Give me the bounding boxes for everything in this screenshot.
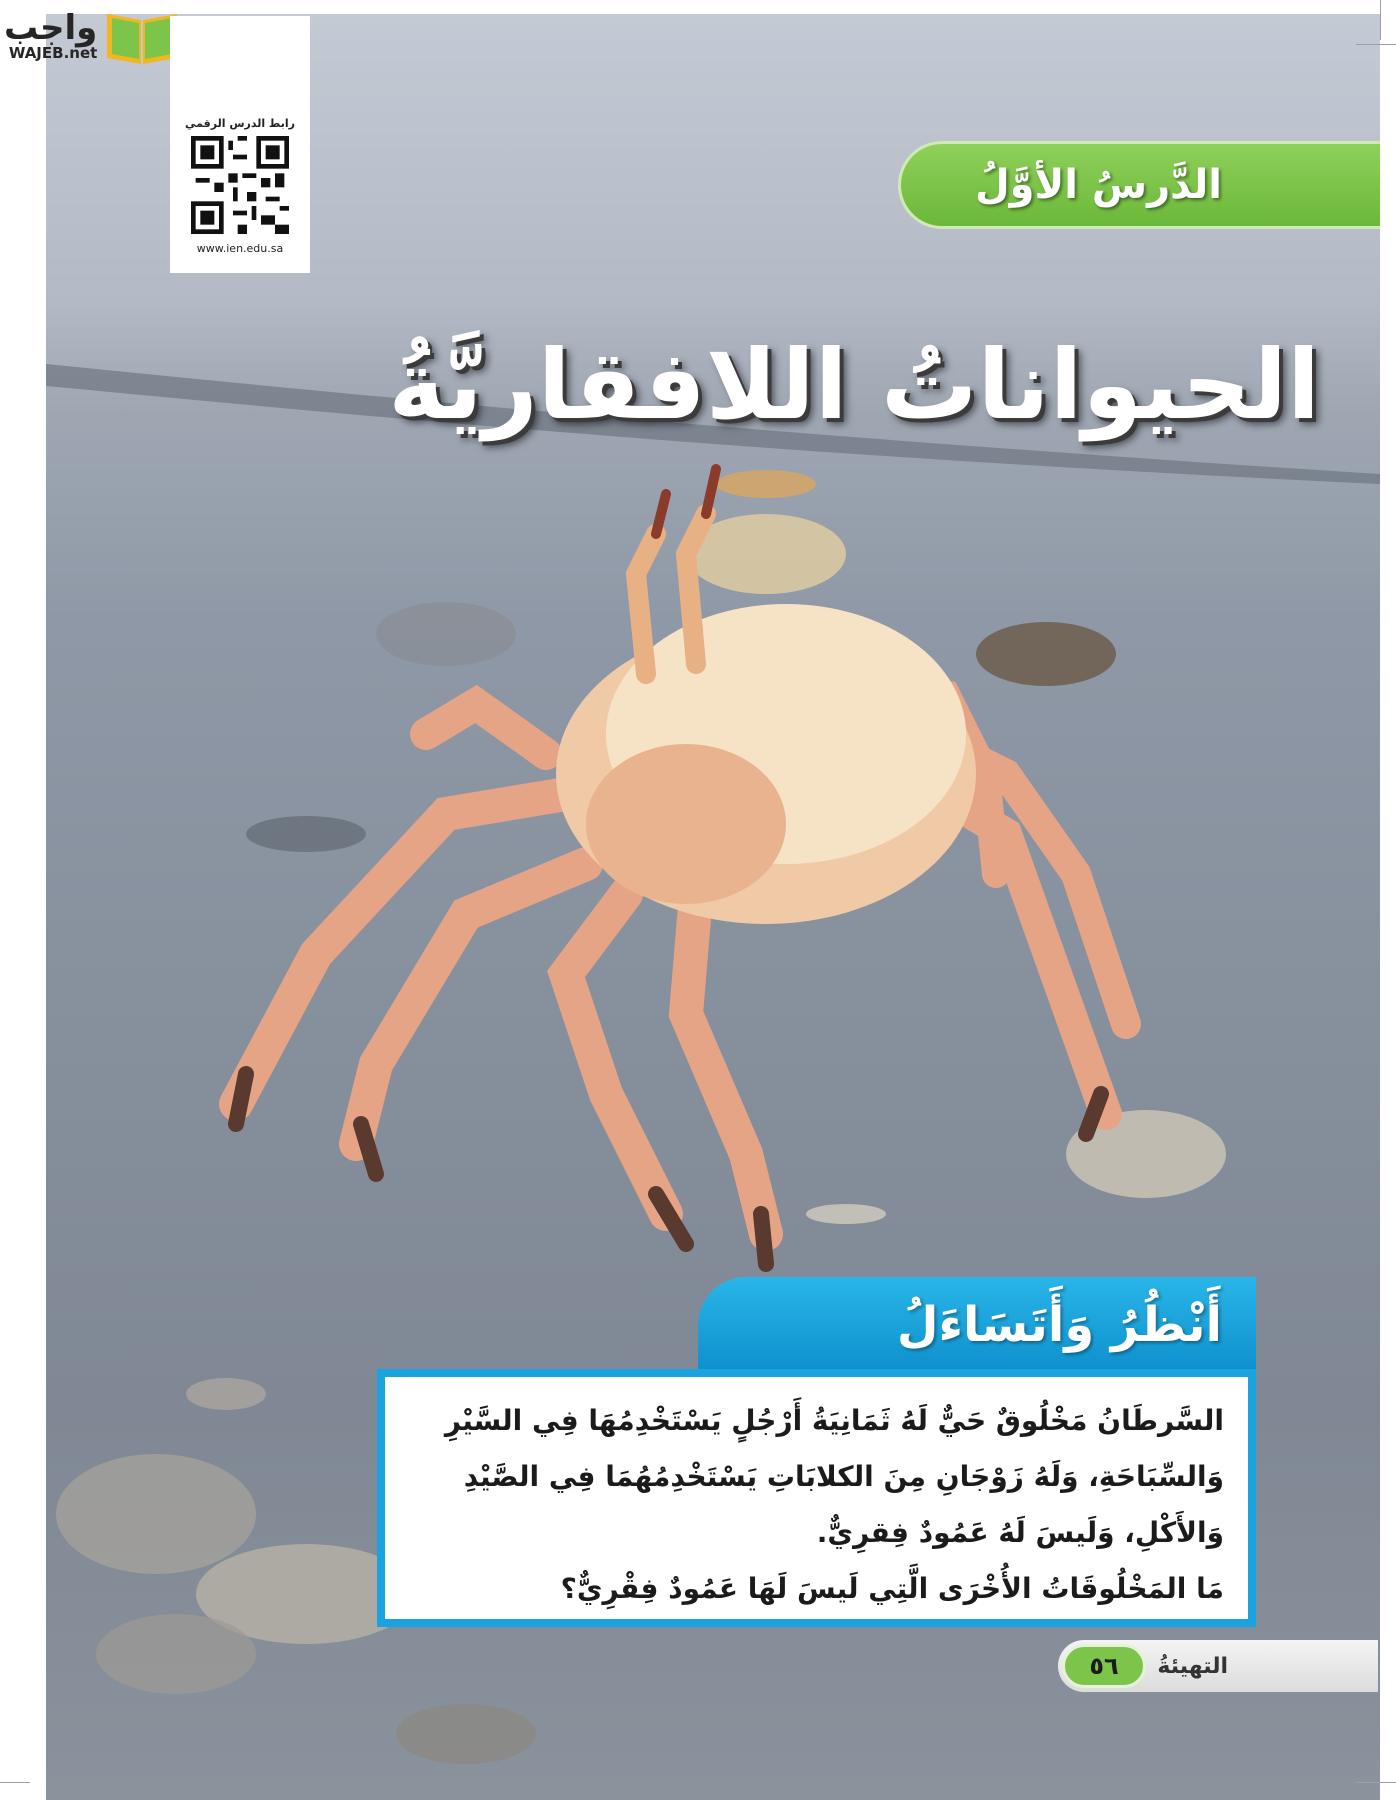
look-and-wonder-body <box>377 1369 1256 1627</box>
crop-mark <box>1380 0 1381 40</box>
logo-arabic: واجب <box>4 8 98 48</box>
description-paragraph: السَّرطَانُ مَخْلُوقٌ حَيٌّ لَهُ ثَمَانِيَةُ أَرْجُلٍ يَسْتَخْدِمُهَا فِي السَّيْرِ وَالسِّبَاحَةِ، وَلَهُ زَوْجَانِ مِنَ الكلابَاتِ يَسْتَخْدِمُهُمَا فِي الصَّيْدِ وَالأَكْلِ، وَلَيسَ لَهُ عَمُودٌ فِقرِيٌّ. <box>444 1404 1224 1549</box>
unit-label: التهيئةُ <box>1157 1653 1228 1679</box>
crop-mark <box>1356 44 1396 45</box>
qr-card <box>170 16 310 273</box>
logo-text <box>4 8 98 62</box>
page-number: ٥٦ <box>1062 1644 1146 1688</box>
lesson-label: الدَّرسُ الأوَّلُ <box>974 162 1222 208</box>
look-and-wonder-panel <box>377 1277 1256 1627</box>
crop-mark <box>0 1782 30 1783</box>
qr-url[interactable]: www.ien.edu.sa <box>196 242 284 255</box>
page-title: الحيواناتُ اللافقاريَّةُ <box>388 329 1320 441</box>
look-and-wonder-header <box>698 1277 1256 1373</box>
logo-latin: WAJEB.net <box>8 44 98 62</box>
lesson-label-tab <box>898 141 1380 229</box>
page-footer <box>1058 1640 1378 1692</box>
question-paragraph: مَا المَخْلُوقَاتُ الأُخْرَى الَّتِي لَيسَ لَهَا عَمُودٌ فِقْرِيٌّ؟ <box>560 1572 1224 1605</box>
qr-caption: رابط الدرس الرقمي <box>185 117 295 130</box>
look-and-wonder-heading: أَنْظُرُ وَأَتَسَاءَلُ <box>896 1297 1222 1353</box>
crop-mark <box>1356 1782 1396 1783</box>
wajeb-logo[interactable] <box>4 4 190 68</box>
qr-code-icon[interactable] <box>191 136 289 234</box>
